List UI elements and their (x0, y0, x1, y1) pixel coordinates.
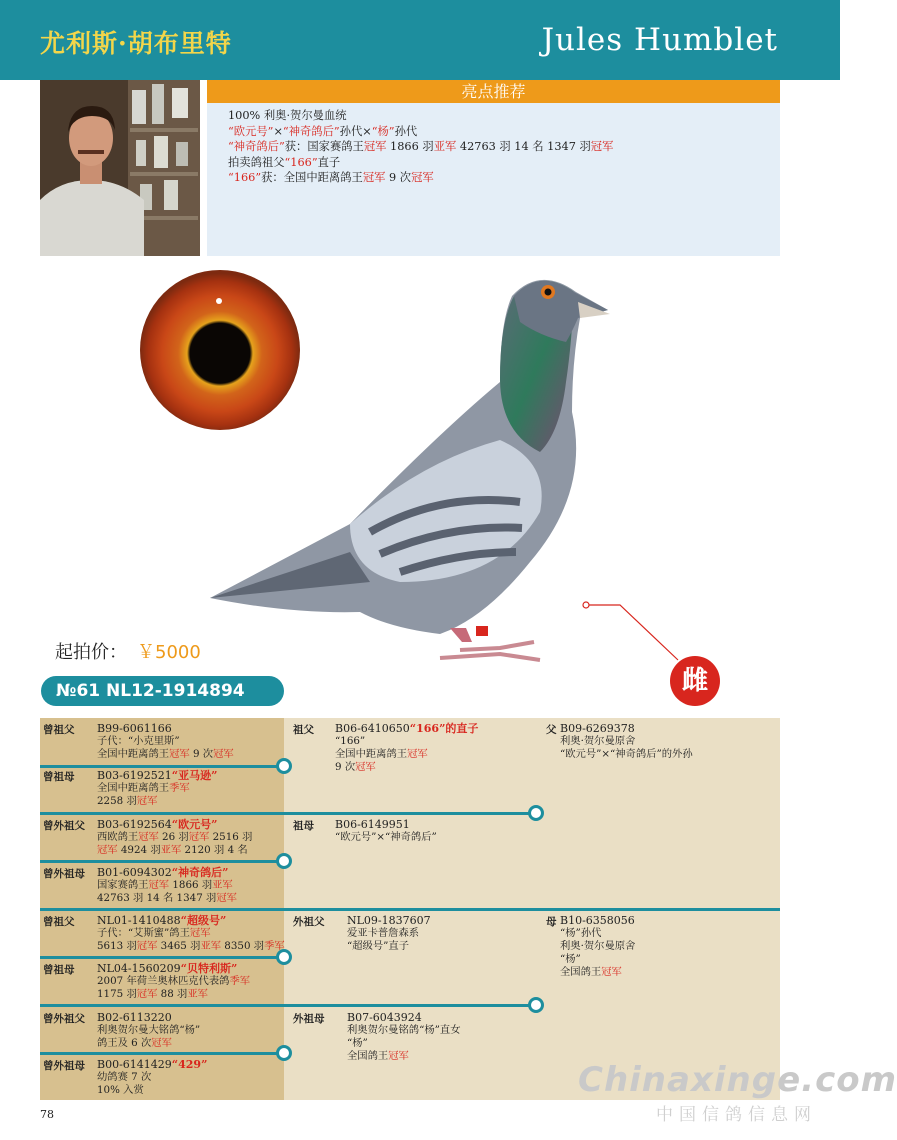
text-segment: 10% 入赏 (97, 1084, 144, 1096)
pedigree-entry-ggm4 (97, 1058, 207, 1097)
text-segment: 亚军 (200, 940, 222, 952)
text-segment: “杨” (347, 1037, 368, 1049)
text-segment: 利奥·贺尔曼原舍 (560, 735, 636, 747)
band-number: B00-6141429 (97, 1058, 172, 1071)
pedigree-detail-line (97, 879, 237, 892)
pedigree-connector (40, 765, 284, 768)
text-segment: 冠军 (590, 140, 614, 154)
highlight-line (228, 124, 613, 140)
pedigree-detail-line (560, 940, 635, 953)
price-value: ￥5000 (137, 642, 201, 663)
text-segment: 1175 羽 (97, 988, 137, 1000)
text-segment: 9 次 (385, 171, 412, 185)
pedigree-detail-line (97, 940, 285, 953)
pedigree-node-dot (276, 758, 292, 774)
text-segment: × (273, 124, 283, 138)
bird-name: “166”的直子 (409, 722, 479, 735)
band-number: B03-6192564 (97, 818, 172, 831)
pedigree-detail-line (97, 844, 252, 857)
sex-pointer-line (580, 598, 690, 668)
text-segment: “杨” (560, 953, 581, 965)
pedigree-node-dot (276, 1045, 292, 1061)
text-segment: 爱亚卡普詹森系 (347, 927, 420, 939)
band-number: NL09-1837607 (347, 914, 431, 927)
text-segment: 冠军 (136, 988, 158, 1000)
text-segment: 冠军 (151, 1037, 172, 1049)
text-segment: “神奇鸽后” (228, 140, 285, 154)
pedigree-detail-line (97, 795, 217, 808)
highlight-line (228, 170, 613, 186)
bird-name: “超级号” (180, 914, 227, 927)
pedigree-relation-label: 祖父 (293, 724, 314, 736)
text-segment: 42763 羽 14 名 1347 羽 (456, 140, 591, 154)
text-segment: 2120 羽 4 名 (181, 844, 248, 856)
pedigree-relation-label: 父 (546, 724, 557, 736)
text-segment: 利奥·贺尔曼原舍 (560, 940, 636, 952)
pedigree-detail-line (97, 1037, 200, 1050)
text-segment: 西欧鸽王 (97, 831, 139, 843)
pedigree-detail-line (560, 735, 693, 748)
text-segment: “超级号”直子 (347, 940, 410, 952)
text-segment: 9 次 (189, 748, 214, 760)
text-segment: 1866 羽 (169, 879, 213, 891)
text-segment: 100% 利奥·贺尔曼血统 (228, 109, 347, 122)
text-segment: 拍卖鸽祖父 (228, 155, 285, 169)
pedigree-detail-line (335, 761, 478, 774)
band-number: B01-6094302 (97, 866, 172, 879)
text-segment: 全国鸽王 (347, 1050, 389, 1062)
pedigree-entry-ggm2 (97, 866, 237, 905)
pedigree-detail-line (347, 1050, 461, 1063)
text-segment: 亚军 (160, 844, 182, 856)
bird-name: “神奇鸽后” (171, 866, 229, 879)
text-segment: 3465 羽 (157, 940, 201, 952)
pedigree-relation-label: 曾祖母 (43, 771, 75, 783)
pedigree-detail-line (97, 988, 250, 1001)
pedigree-detail-line (347, 940, 431, 953)
text-segment: 4924 羽 (117, 844, 161, 856)
starting-price (55, 638, 201, 664)
pedigree-detail-line (335, 831, 437, 844)
text-segment: “杨”孙代 (560, 927, 602, 939)
band-number: B06-6410650 (335, 722, 410, 735)
pedigree-detail-line (97, 735, 234, 748)
text-segment: 幼鸽赛 7 次 (97, 1071, 152, 1083)
pedigree-entry-ggf4 (97, 1011, 200, 1050)
text-segment: 亚军 (433, 140, 457, 154)
text-segment: “神奇鸽后” (282, 124, 340, 138)
pedigree-connector (40, 956, 284, 959)
pedigree-relation-label: 曾外祖母 (43, 1060, 85, 1072)
text-segment: “欧元号”×“神奇鸽后”的外孙 (560, 748, 693, 760)
text-segment: 42763 羽 14 名 1347 羽 (97, 892, 217, 904)
pedigree-detail-line (97, 892, 237, 905)
text-segment: 冠军 (216, 892, 237, 904)
pedigree-detail-line (347, 927, 431, 940)
pedigree-detail-line (560, 966, 635, 979)
pedigree-detail-line (97, 748, 234, 761)
pedigree-detail-line (560, 748, 693, 761)
text-segment: 季军 (264, 940, 285, 952)
text-segment: 亚军 (187, 988, 208, 1000)
pedigree-detail-line (347, 1037, 461, 1050)
pedigree-entry-ggm1 (97, 769, 217, 808)
text-segment: 冠军 (189, 927, 211, 939)
text-segment: “166” (335, 735, 366, 747)
breeder-name-cn: 尤利斯·胡布里特 (40, 29, 232, 58)
text-segment: 获：国家赛鸽王 (284, 140, 364, 154)
pedigree-node-dot (276, 853, 292, 869)
text-segment: “166” (228, 171, 262, 185)
pedigree-connector (40, 812, 536, 815)
text-segment: 全国鸽王 (560, 966, 602, 978)
pedigree-entry-ggm3 (97, 962, 250, 1001)
text-segment: 冠军 (148, 879, 170, 891)
text-segment: 全国中距离鸽王 (97, 748, 170, 760)
text-segment: 子代：“小克里斯” (97, 735, 180, 747)
bird-name: “欧元号” (171, 818, 218, 831)
text-segment: 88 羽 (157, 988, 188, 1000)
pedigree-relation-label: 曾外祖父 (43, 1013, 85, 1025)
text-segment: 季军 (169, 782, 190, 794)
text-segment: 季军 (229, 975, 251, 987)
text-segment: 冠军 (362, 171, 386, 185)
pedigree-connector (40, 860, 284, 863)
band-number: NL04-1560209 (97, 962, 181, 975)
text-segment: 冠军 (601, 966, 622, 978)
pedigree-detail-line (97, 1084, 207, 1097)
highlight-line (228, 155, 613, 171)
pedigree-detail-line (97, 927, 285, 940)
band-number: B10-6358056 (560, 914, 635, 927)
text-segment: 2007 年荷兰奥林匹克代表鸽 (97, 975, 230, 987)
highlight-text (228, 108, 613, 186)
pedigree-entry-ggf2 (97, 818, 252, 857)
pedigree-divider (40, 908, 780, 911)
pedigree-relation-label: 外祖父 (293, 916, 325, 928)
text-segment: 26 羽 (158, 831, 189, 843)
highlight-line (228, 139, 613, 155)
text-segment: 国家赛鸽王 (97, 879, 149, 891)
text-segment: 亚军 (212, 879, 233, 891)
pedigree-detail-line (335, 735, 478, 748)
text-segment: 孙代× (339, 124, 372, 138)
pedigree-detail-line (97, 782, 217, 795)
text-segment: 冠军 (388, 1050, 409, 1062)
highlight-line (228, 108, 613, 124)
text-segment: 冠军 (136, 940, 158, 952)
pedigree-relation-label: 曾祖父 (43, 916, 75, 928)
text-segment: 鸽王及 6 次 (97, 1037, 152, 1049)
text-segment: 冠军 (407, 748, 428, 760)
band-number: B07-6043924 (347, 1011, 422, 1024)
band-number: B03-6192521 (97, 769, 172, 782)
pedigree-detail-line (347, 1024, 461, 1037)
band-number: B09-6269378 (560, 722, 635, 735)
text-segment: 1866 羽 (386, 140, 434, 154)
pedigree-entry-gf1 (335, 722, 478, 774)
pedigree-entry-gm1 (335, 818, 437, 844)
pedigree-relation-label: 祖母 (293, 820, 314, 832)
pedigree-node-dot (528, 997, 544, 1013)
text-segment: “166” (284, 155, 318, 169)
pedigree-relation-label: 曾祖父 (43, 724, 75, 736)
pedigree-entry-ggf1 (97, 722, 234, 761)
text-segment: “欧元号” (228, 124, 274, 138)
bird-name: “429” (171, 1058, 208, 1071)
text-segment: 2516 羽 (209, 831, 253, 843)
pedigree-relation-label: 母 (546, 916, 557, 928)
text-segment: 冠军 (411, 171, 434, 185)
watermark-logo: Chinaxinge.com (578, 1060, 897, 1100)
pedigree-entry-gf2 (347, 914, 431, 953)
pedigree-relation-label: 外祖母 (293, 1013, 325, 1025)
text-segment: 利奥贺尔曼铭鸽“杨”直女 (347, 1024, 461, 1036)
text-segment: 冠军 (213, 748, 234, 760)
pedigree-detail-line (335, 748, 478, 761)
pedigree-connector (40, 1004, 536, 1007)
pedigree-detail-line (97, 975, 250, 988)
bird-name: “亚马逊” (171, 769, 218, 782)
sex-badge: 雌 (670, 656, 720, 706)
band-number: B02-6113220 (97, 1011, 172, 1024)
text-segment: 利奥贺尔曼大铭鸽“杨” (97, 1024, 201, 1036)
text-segment: 冠军 (169, 748, 190, 760)
watermark-cn: 中国信鸽信息网 (656, 1105, 817, 1125)
pedigree-node-dot (528, 805, 544, 821)
text-segment: 全国中距离鸽王 (335, 748, 408, 760)
band-number: B06-6149951 (335, 818, 410, 831)
text-segment: 子代：“艾斯蜜”鸽王 (97, 927, 190, 939)
pedigree-entry-mother (560, 914, 635, 979)
pedigree-detail-line (560, 953, 635, 966)
pedigree-entry-ggf3 (97, 914, 285, 953)
pedigree-detail-line (97, 1071, 207, 1084)
pedigree-connector (40, 1052, 284, 1055)
highlight-title: 亮点推荐 (207, 80, 780, 103)
band-number: NL01-1410488 (97, 914, 181, 927)
pedigree-relation-label: 曾外祖母 (43, 868, 85, 880)
price-label: 起拍价： (55, 642, 127, 663)
text-segment: 9 次 (335, 761, 356, 773)
text-segment: 获：全国中距离鸽王 (261, 171, 363, 185)
text-segment: 5613 羽 (97, 940, 137, 952)
text-segment: “欧元号”×“神奇鸽后” (335, 831, 437, 843)
text-segment: 直子 (317, 155, 341, 169)
pedigree-detail-line (97, 831, 252, 844)
pedigree-relation-label: 曾祖母 (43, 964, 75, 976)
text-segment: 冠军 (355, 761, 376, 773)
breeder-name-en: Jules Humblet (541, 22, 778, 58)
band-number: B99-6061166 (97, 722, 172, 735)
pedigree-detail-line (560, 927, 635, 940)
page-number: 78 (40, 1108, 54, 1121)
text-segment: 冠军 (138, 831, 159, 843)
pedigree-entry-father (560, 722, 693, 761)
text-segment: “杨” (371, 124, 395, 138)
text-segment: 冠军 (188, 831, 210, 843)
text-segment: 8350 羽 (221, 940, 265, 952)
text-segment: 冠军 (363, 140, 387, 154)
bird-name: “贝特利斯” (180, 962, 238, 975)
text-segment: 冠军 (97, 844, 118, 856)
text-segment: 冠军 (136, 795, 158, 807)
text-segment: 孙代 (394, 124, 418, 138)
pigeon-photo (200, 262, 620, 678)
pedigree-entry-gm2 (347, 1011, 461, 1063)
pedigree-relation-label: 曾外祖父 (43, 820, 85, 832)
lot-ring-number: №61 NL12-1914894 (41, 676, 284, 706)
pedigree-detail-line (97, 1024, 200, 1037)
text-segment: 2258 羽 (97, 795, 137, 807)
breeder-photo (40, 80, 200, 256)
text-segment: 全国中距离鸽王 (97, 782, 170, 794)
